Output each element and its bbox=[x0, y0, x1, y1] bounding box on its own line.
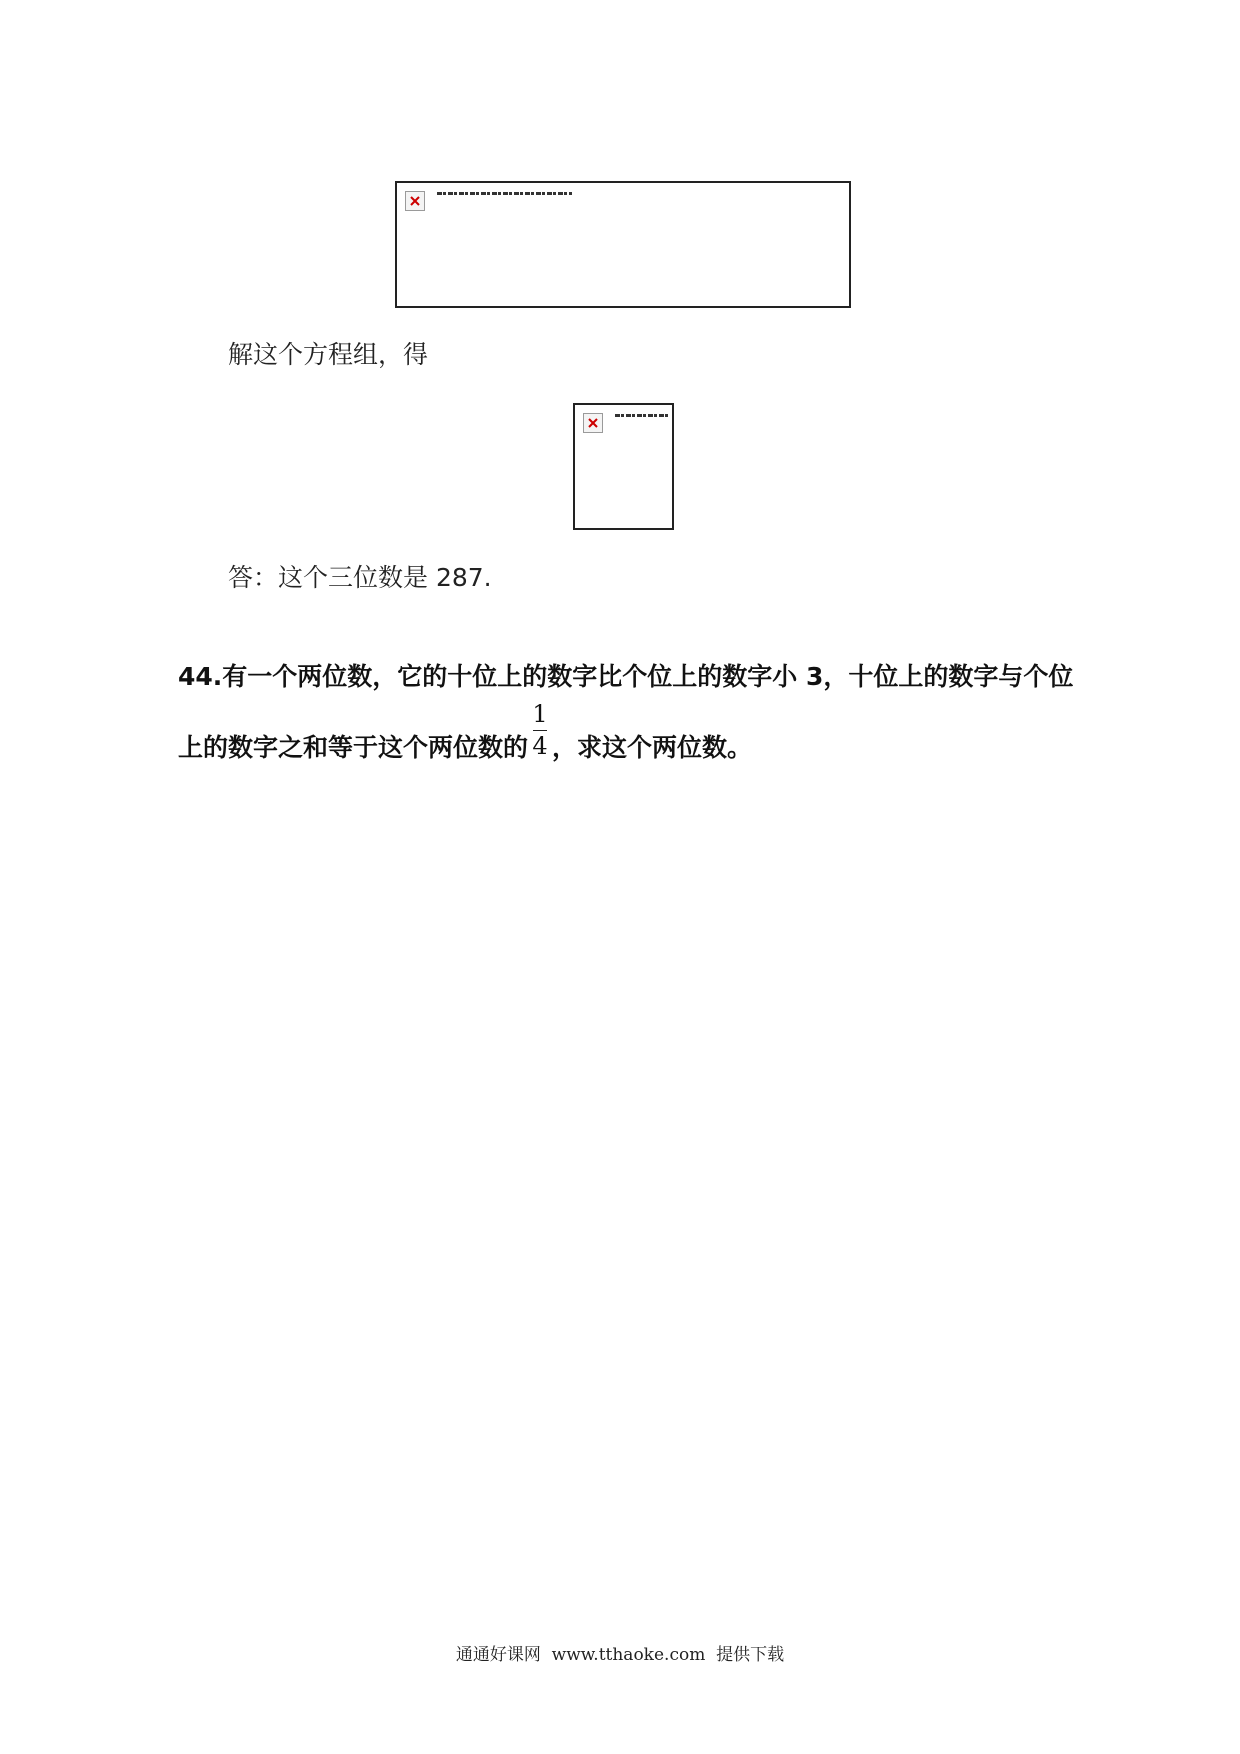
broken-image-icon bbox=[583, 413, 603, 433]
footer-site-name: 通通好课网 bbox=[455, 1645, 541, 1665]
fraction-numerator: 1 bbox=[532, 700, 548, 728]
equation-system-image bbox=[395, 181, 851, 308]
answer-text: 答：这个三位数是 287. bbox=[228, 563, 492, 592]
question-44-line-2-end: ，求这个两位数。 bbox=[552, 733, 753, 762]
fraction-one-quarter bbox=[530, 700, 550, 760]
footer-suffix: 提供下载 bbox=[716, 1645, 785, 1665]
fraction-bar bbox=[533, 730, 547, 731]
question-44-line-2-start: 上的数字之和等于这个两位数的 bbox=[178, 733, 529, 762]
solve-text: 解这个方程组，得 bbox=[228, 340, 429, 369]
image-alt-text bbox=[437, 192, 572, 195]
question-44-line-1: 44.有一个两位数，它的十位上的数字比个位上的数字小 3，十位上的数字与个位 bbox=[178, 662, 1074, 691]
solution-image bbox=[573, 403, 674, 530]
question-44-line-2 bbox=[178, 700, 752, 764]
fraction-denominator: 4 bbox=[532, 732, 548, 760]
image-alt-text bbox=[615, 414, 669, 417]
footer-url: www.tthaoke.com bbox=[551, 1645, 706, 1665]
page-footer bbox=[0, 1640, 1240, 1665]
broken-image-icon bbox=[405, 191, 425, 211]
